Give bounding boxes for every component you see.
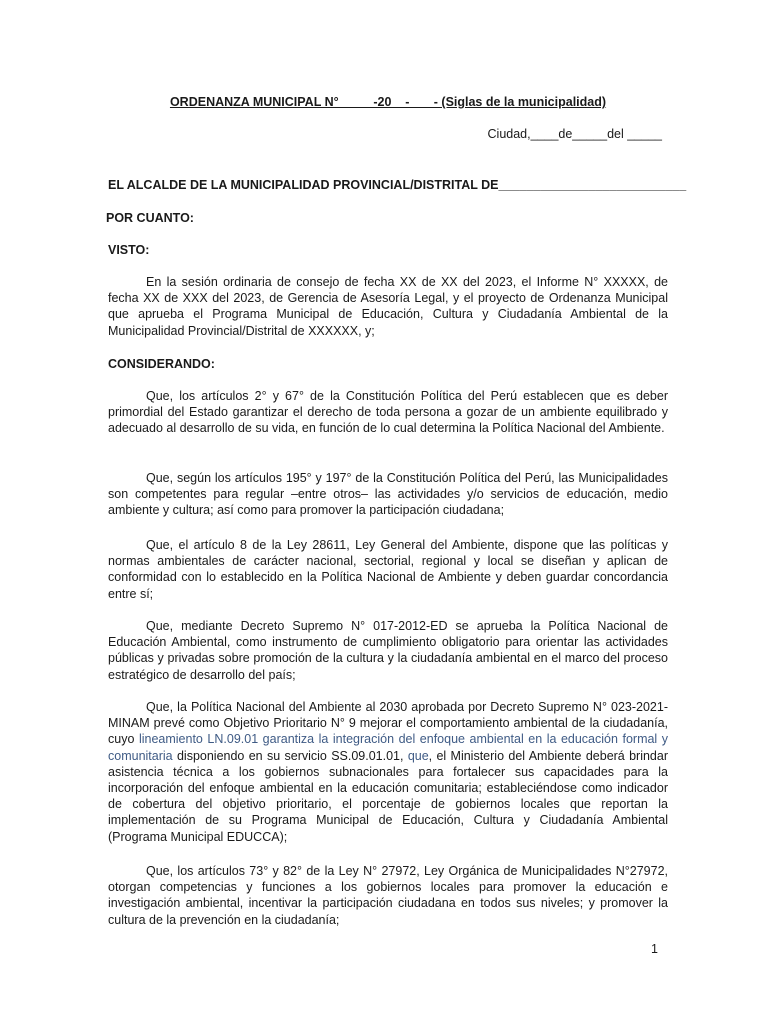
considerando-paragraph-5 <box>108 699 668 845</box>
date-line: Ciudad,____de_____del _____ <box>487 127 662 141</box>
paragraph-5-text-c: , el Ministerio del Ambiente deberá brindar asistencia técnica a los gobiernos subnacionales para fortalecer sus capacidades para la incorporación del enfoque ambiental en la educación comunitaria; estableciéndose como indicador de cobertura del objetivo prioritario, el porcentaje de gobiernos locales que reportan la implementación de su Programa Municipal de Educación, Cultura y Ciudadanía Ambiental (Programa Municipal EDUCCA); <box>108 748 668 844</box>
por-cuanto-heading: POR CUANTO: <box>106 211 194 225</box>
ordinance-title: ORDENANZA MUNICIPAL N° -20 - - (Siglas de la municipalidad) <box>169 95 607 109</box>
visto-paragraph: En la sesión ordinaria de consejo de fecha XX de XX del 2023, el Informe N° XXXXX, de fecha XX de XXX del 2023, de Gerencia de Asesoría Legal, y el proyecto de Ordenanza Municipal que aprueba el Programa Municipal de Educación, Cultura y Ciudadanía Ambiental de la Municipalidad Provincial/Distrital de XXXXXX, y; <box>108 275 668 338</box>
considerando-heading: CONSIDERANDO: <box>108 357 215 371</box>
considerando-paragraph-4: Que, mediante Decreto Supremo N° 017-2012-ED se aprueba la Política Nacional de Educación Ambiental, como instrumento de cumplimiento obligatorio para orientar las actividades públicas y privadas sobre promoción de la cultura y la ciudadanía ambiental en el marco del proceso estratégico de desarrollo del país; <box>108 619 668 682</box>
que-link[interactable]: que <box>407 748 429 763</box>
paragraph-5-text-a: Que, la Política Nacional del Ambiente al 2030 aprobada por Decreto Supremo N° 023-2021-MINAM prevé como Objetivo Prioritario N° 9 mejorar el comportamiento ambiental de la ciudadanía, cuyo <box>108 700 668 747</box>
lineamiento-link[interactable]: lineamiento LN.09.01 garantiza la integración del enfoque ambiental en la educación formal y comunitaria <box>108 732 668 763</box>
considerando-paragraph-3: Que, el artículo 8 de la Ley 28611, Ley General del Ambiente, dispone que las políticas y normas ambientales de carácter nacional, sectorial, regional y local se diseñan y aplican de conformidad con lo establecido en la Política Nacional de Ambiente y deben guardar concordancia entre sí; <box>108 538 668 601</box>
considerando-paragraph-1: Que, los artículos 2° y 67° de la Constitución Política del Perú establecen que es deber primordial del Estado garantizar el derecho de toda persona a gozar de un ambiente equilibrado y adecuado al desarrollo de su vida, en función de lo cual determina la Política Nacional del Ambiente. <box>108 389 668 436</box>
considerando-paragraph-6: Que, los artículos 73° y 82° de la Ley N° 27972, Ley Orgánica de Municipalidades N°27972, otorgan competencias y funciones a los gobiernos locales para promover la educación e investigación ambiental, incentivar la participación ciudadana en todos sus niveles; y promover la cultura de la prevención en la ciudadanía; <box>108 864 668 927</box>
paragraph-5-text-b: disponiendo en su servicio SS.09.01.01, <box>172 748 408 763</box>
visto-heading: VISTO: <box>108 243 150 257</box>
mayor-heading: EL ALCALDE DE LA MUNICIPALIDAD PROVINCIAL/DISTRITAL DE___________________________ <box>108 178 687 192</box>
considerando-paragraph-2: Que, según los artículos 195° y 197° de la Constitución Política del Perú, las Municipalidades son competentes para regular –entre otros– las actividades y/o servicios de educación, medio ambiente y cultura; así como para promover la participación ciudadana; <box>108 471 668 518</box>
page-number: 1 <box>651 942 658 956</box>
